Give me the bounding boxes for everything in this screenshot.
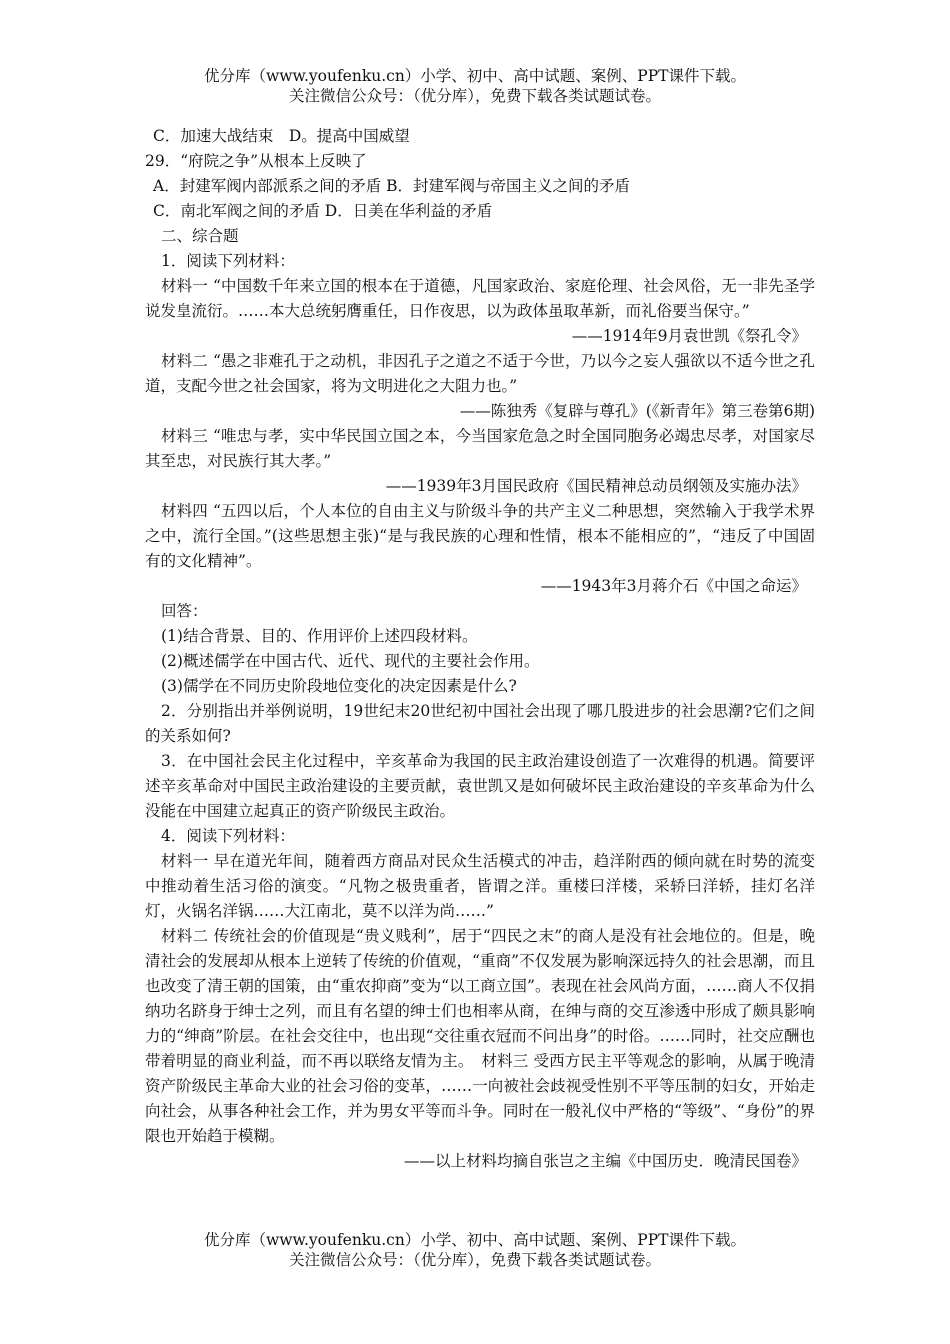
q1-material-1 — [145, 274, 815, 324]
footer-line-1: 优分库（www.youfenku.cn）小学、初中、高中试题、案例、PPT课件下载。 — [203, 1231, 747, 1249]
q4-material-1-text: 材料一 早在道光年间，随着西方商品对民众生活模式的冲击，趋洋附西的倾向就在时势的流变中推动着生活习俗的演变。“凡物之极贵重者，皆谓之洋。重楼曰洋楼，采轿曰洋轿，挂灯名洋灯，火锅名洋锅……大江南北，莫不以洋为尚……” — [145, 852, 815, 920]
q28-options-cd: C．加速大战结束 D。提高中国威望 — [153, 127, 410, 145]
q1-answer-label: 回答： — [161, 602, 208, 620]
q2-text: 2．分别指出并举例说明，19世纪末20世纪初中国社会出现了哪几股进步的社会思潮?它们之间的关系如何? — [145, 702, 815, 745]
footer-line-2: 关注微信公众号：（优分库），免费下载各类试题试卷。 — [288, 1251, 661, 1269]
q1-material-3-text: 材料三 “唯忠与孝，实中华民国立国之本，今当国家危急之时全国同胞务必竭忠尽孝，对国家尽其至忠，对民族行其大孝。” — [145, 427, 815, 470]
q29-options-cd: C．南北军阀之间的矛盾 D．日美在华利益的矛盾 — [153, 202, 493, 220]
q29-options-ab: A．封建军阀内部派系之间的矛盾 B．封建军阀与帝国主义之间的矛盾 — [153, 177, 631, 195]
q4-material-1 — [145, 849, 815, 924]
q4-stem: 4．阅读下列材料： — [161, 827, 295, 845]
q1-sub-2: (2)概述儒学在中国古代、近代、现代的主要社会作用。 — [161, 652, 540, 670]
q4-material-2 — [145, 924, 815, 1149]
page-footer — [0, 1230, 950, 1270]
page-header — [0, 66, 950, 106]
q2 — [145, 699, 815, 749]
q1-material-2-text: 材料二 “愚之非难孔于之动机，非因孔子之道之不适于今世，乃以今之妄人强欲以不适今世之孔道，支配今世之社会国家，将为文明进化之大阻力也。” — [145, 352, 815, 395]
header-line-2: 关注微信公众号：（优分库），免费下载各类试题试卷。 — [288, 87, 661, 105]
q1-material-4-source: ——1943年3月蒋介石《中国之命运》 — [540, 577, 807, 595]
q1-sub-1: (1)结合背景、目的、作用评价上述四段材料。 — [161, 627, 478, 645]
q1-material-2 — [145, 349, 815, 399]
q1-material-4-text: 材料四 “五四以后，个人本位的自由主义与阶级斗争的共产主义二种思想，突然输入于我学术界之中，流行全国。”(这些思想主张)“是与我民族的心理和性情，根本不能相应的”，“违反了中国固有的文化精神”。 — [145, 502, 815, 570]
q1-sub-3: (3)儒学在不同历史阶段地位变化的决定因素是什么? — [161, 677, 517, 695]
document-body — [145, 124, 815, 1174]
q1-material-2-source: ——陈独秀《复辟与尊孔》(《新青年》第三卷第6期) — [459, 402, 815, 420]
q3 — [145, 749, 815, 824]
header-line-1: 优分库（www.youfenku.cn）小学、初中、高中试题、案例、PPT课件下载。 — [203, 67, 747, 85]
section-title: 二、综合题 — [161, 227, 239, 245]
q4-material-2-text: 材料二 传统社会的价值现是“贵义贱利”，居于“四民之末”的商人是没有社会地位的。但是，晚清社会的发展却从根本上逆转了传统的价值观，“重商”不仅发展为影响深远持久的社会思潮，而且也改变了清王朝的国策，由“重农抑商”变为“以工商立国”。表现在社会风尚方面，……商人不仅捐纳功名跻身于绅士之列，而且有名望的绅士们也相率从商，在绅与商的交互渗透中形成了颇具影响力的“绅商”阶层。在社会交往中，也出现“交往重衣冠而不问出身”的时俗。……同时，社交应酬也带着明显的商业利益，而不再以联络友情为主。 材料三 受西方民主平等观念的影响，从属于晚清资产阶级民主革命大业的社会习俗的变革，……一向被社会歧视受性别不平等压制的妇女，开始走向社会，从事各种社会工作，并为男女平等而斗争。同时在一般礼仪中严格的“等级”、“身份”的界限也开始趋于模糊。 — [145, 927, 815, 1145]
q1-material-1-text: 材料一 “中国数千年来立国的根本在于道德，凡国家政治、家庭伦理、社会风俗，无一非先圣学说发皇流衍。……本大总统躬膺重任，日作夜思，以为政体虽取革新，而礼俗要当保守。” — [145, 277, 815, 320]
q29-stem: 29．“府院之争”从根本上反映了 — [145, 152, 367, 170]
q3-text: 3．在中国社会民主化过程中，辛亥革命为我国的民主政治建设创造了一次难得的机遇。简要评述辛亥革命对中国民主政治建设的主要贡献，袁世凯又是如何破坏民主政治建设的辛亥革命为什么没能在中国建立起真正的资产阶级民主政治。 — [145, 752, 815, 820]
q1-material-1-source: ——1914年9月袁世凯《祭孔令》 — [571, 327, 807, 345]
q1-stem: 1．阅读下列材料： — [161, 252, 295, 270]
q1-material-4 — [145, 499, 815, 574]
q1-material-3-source: ——1939年3月国民政府《国民精神总动员纲领及实施办法》 — [385, 477, 807, 495]
q1-material-3 — [145, 424, 815, 474]
q4-material-source: ——以上材料均摘自张岂之主编《中国历史．晚清民国卷》 — [403, 1152, 807, 1170]
